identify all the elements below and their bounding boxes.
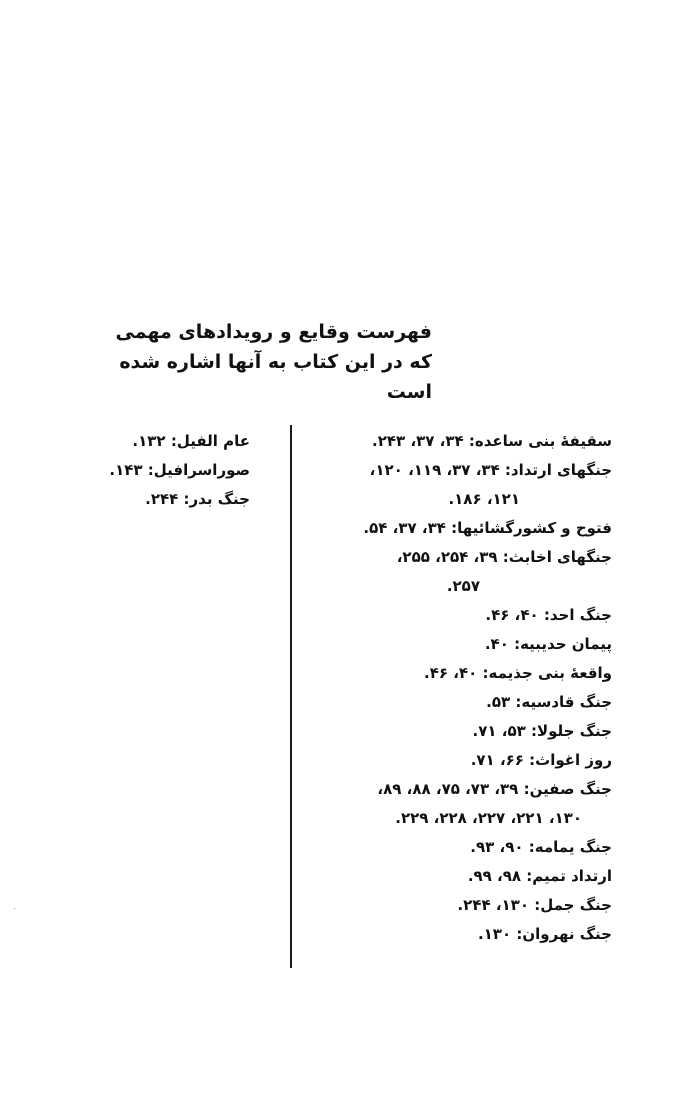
index-entry: جنگ احد: ۴۰، ۴۶. xyxy=(485,606,612,624)
index-entry: صوراسرافیل: ۱۴۳. xyxy=(109,461,250,479)
index-entry-continuation: ۱۳۰، ۲۲۱، ۲۲۷، ۲۲۸، ۲۲۹. xyxy=(395,809,582,827)
index-entry: عام الفیل: ۱۳۲. xyxy=(132,432,250,450)
index-entry: جنگ یمامه: ۹۰، ۹۳. xyxy=(470,838,612,856)
index-entry: جنگهای اخابث: ۳۹، ۲۵۴، ۲۵۵، xyxy=(396,548,612,566)
index-entry: جنگ قادسیه: ۵۳. xyxy=(486,693,612,711)
index-entry: ارتداد تمیم: ۹۸، ۹۹. xyxy=(467,867,612,885)
index-entry: جنگهای ارتداد: ۳۴، ۳۷، ۱۱۹، ۱۲۰، xyxy=(369,461,612,479)
index-entry-continuation: ۱۲۱، ۱۸۶. xyxy=(448,490,520,508)
index-entry: جنگ صفین: ۳۹، ۷۳، ۷۵، ۸۸، ۸۹، xyxy=(377,780,612,798)
index-entry: واقعهٔ بنی جذیمه: ۴۰، ۴۶. xyxy=(424,664,612,682)
index-heading xyxy=(0,318,432,408)
scan-speck xyxy=(14,908,15,909)
index-entry: سقیفهٔ بنی ساعده: ۳۴، ۳۷، ۲۴۳. xyxy=(372,432,612,450)
index-entry: روز اغواث: ۶۶، ۷۱. xyxy=(470,751,612,769)
index-entry-continuation: ۲۵۷. xyxy=(446,577,480,595)
index-entry: جنگ نهروان: ۱۳۰. xyxy=(477,925,612,943)
index-entry: جنگ جلولا: ۵۳، ۷۱. xyxy=(472,722,612,740)
heading-line-3: است xyxy=(386,381,432,403)
events-column-right xyxy=(300,427,612,949)
heading-line-1: فهرست وقایع و رویدادهای مهمی xyxy=(115,321,432,343)
index-entry: پیمان حدیبیه: ۴۰. xyxy=(484,635,612,653)
index-entry: جنگ بدر: ۲۴۴. xyxy=(145,490,250,508)
column-divider xyxy=(290,425,292,968)
index-entry: جنگ جمل: ۱۳۰، ۲۴۴. xyxy=(457,896,612,914)
index-entry: فتوح و کشورگشائیها: ۳۴، ۳۷، ۵۴. xyxy=(363,519,612,537)
heading-line-2: که در این کتاب به آنها اشاره شده xyxy=(119,351,432,373)
events-column-left xyxy=(60,427,250,514)
